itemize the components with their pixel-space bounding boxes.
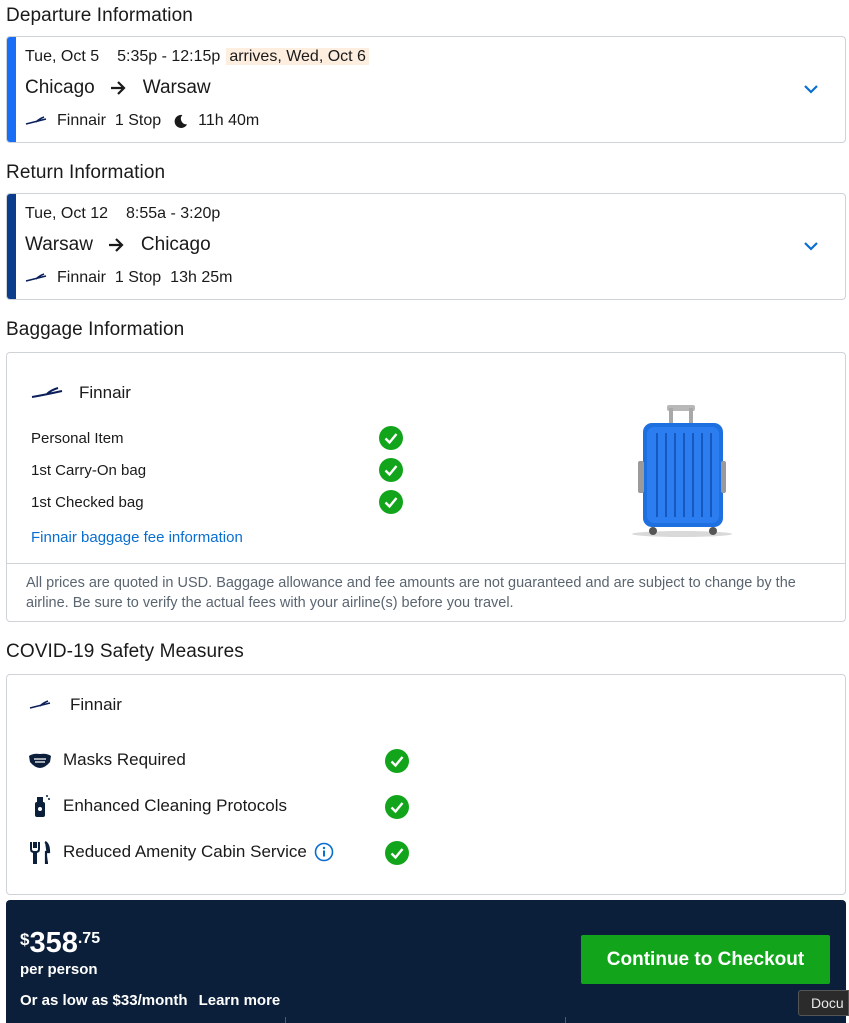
divider bbox=[285, 1017, 286, 1023]
covid-measure-masks bbox=[27, 748, 186, 772]
baggage-disclaimer: All prices are quoted in USD. Baggage allowance and fee amounts are not guaranteed and are subject to change by the airline. Be sure to verify the actual fees with your airline(s) before you travel. bbox=[26, 575, 796, 611]
baggage-item-carry-on: 1st Carry-On bag bbox=[31, 462, 147, 479]
departure-time: 5:35p - 12:15p bbox=[117, 48, 221, 65]
moon-icon bbox=[173, 114, 188, 129]
check-circle-icon bbox=[379, 426, 403, 450]
check-circle-icon bbox=[379, 490, 403, 514]
covid-section-title: COVID-19 Safety Measures bbox=[6, 641, 244, 662]
return-details bbox=[25, 269, 232, 287]
continue-to-checkout-button[interactable]: Continue to Checkout bbox=[581, 935, 830, 984]
document-tooltip: Docu bbox=[798, 990, 849, 1016]
suitcase-icon bbox=[629, 403, 735, 539]
departure-route bbox=[25, 77, 211, 99]
arrow-right-icon bbox=[109, 79, 127, 97]
divider bbox=[565, 1017, 566, 1023]
check-circle-icon bbox=[385, 841, 409, 865]
price-cents: .75 bbox=[77, 930, 101, 947]
baggage-airline-name: Finnair bbox=[79, 383, 131, 402]
price-bar bbox=[6, 900, 846, 1023]
baggage-section-title: Baggage Information bbox=[6, 319, 185, 340]
return-time: 8:55a - 3:20p bbox=[126, 205, 221, 222]
finnair-logo-icon bbox=[25, 116, 47, 126]
covid-airline-name: Finnair bbox=[70, 695, 122, 714]
check-circle-icon bbox=[379, 458, 403, 482]
return-accent-bar bbox=[7, 194, 16, 299]
return-origin: Warsaw bbox=[25, 234, 93, 255]
finnair-logo-icon bbox=[25, 273, 47, 283]
covid-measure-amenity bbox=[27, 840, 334, 864]
departure-date: Tue, Oct 5 bbox=[25, 48, 100, 65]
return-schedule bbox=[25, 205, 220, 223]
info-icon[interactable] bbox=[314, 842, 334, 862]
arrow-right-icon bbox=[107, 236, 125, 254]
check-circle-icon bbox=[385, 795, 409, 819]
return-route bbox=[25, 234, 211, 256]
utensils-icon bbox=[27, 840, 53, 864]
covid-measure-label: Enhanced Cleaning Protocols bbox=[63, 796, 287, 815]
chevron-down-icon[interactable] bbox=[803, 83, 819, 95]
return-flight-card[interactable] bbox=[6, 193, 846, 300]
departure-duration: 11h 40m bbox=[198, 112, 260, 129]
return-destination: Chicago bbox=[140, 234, 211, 255]
return-duration: 13h 25m bbox=[170, 269, 233, 286]
check-circle-icon bbox=[385, 749, 409, 773]
departure-airline: Finnair bbox=[57, 112, 106, 129]
price-per-person: per person bbox=[20, 961, 98, 978]
price-total bbox=[20, 926, 100, 960]
covid-airline bbox=[29, 695, 122, 715]
covid-measure-label: Reduced Amenity Cabin Service bbox=[63, 842, 307, 861]
covid-measure-label: Masks Required bbox=[63, 750, 186, 769]
departure-accent-bar bbox=[7, 37, 16, 142]
baggage-item-checked: 1st Checked bag bbox=[31, 494, 144, 511]
mask-icon bbox=[27, 748, 53, 772]
baggage-divider bbox=[7, 563, 845, 564]
monthly-financing bbox=[20, 992, 280, 1009]
monthly-text: Or as low as $33/month bbox=[20, 992, 188, 1009]
baggage-panel bbox=[6, 352, 846, 622]
price-dollars: 358 bbox=[29, 927, 78, 959]
departure-schedule bbox=[25, 48, 369, 66]
departure-flight-card[interactable] bbox=[6, 36, 846, 143]
chevron-down-icon[interactable] bbox=[803, 240, 819, 252]
baggage-airline bbox=[31, 383, 131, 403]
covid-measure-cleaning bbox=[27, 794, 287, 818]
finnair-logo-icon bbox=[29, 700, 51, 710]
return-section-title: Return Information bbox=[6, 162, 166, 183]
learn-more-link[interactable]: Learn more bbox=[198, 992, 281, 1009]
return-stops: 1 Stop bbox=[114, 269, 162, 286]
departure-origin: Chicago bbox=[25, 77, 95, 98]
covid-panel bbox=[6, 674, 846, 895]
departure-section-title: Departure Information bbox=[6, 5, 193, 26]
departure-arrives: arrives, Wed, Oct 6 bbox=[226, 48, 369, 65]
baggage-fee-link[interactable]: Finnair baggage fee information bbox=[31, 529, 243, 546]
baggage-item-personal: Personal Item bbox=[31, 430, 124, 447]
finnair-logo-icon bbox=[31, 387, 63, 399]
price-currency: $ bbox=[20, 930, 30, 949]
return-date: Tue, Oct 12 bbox=[25, 205, 108, 222]
spray-bottle-icon bbox=[27, 794, 53, 818]
departure-stops: 1 Stop bbox=[114, 112, 162, 129]
departure-details bbox=[25, 112, 259, 130]
departure-destination: Warsaw bbox=[142, 77, 211, 98]
return-airline: Finnair bbox=[57, 269, 106, 286]
